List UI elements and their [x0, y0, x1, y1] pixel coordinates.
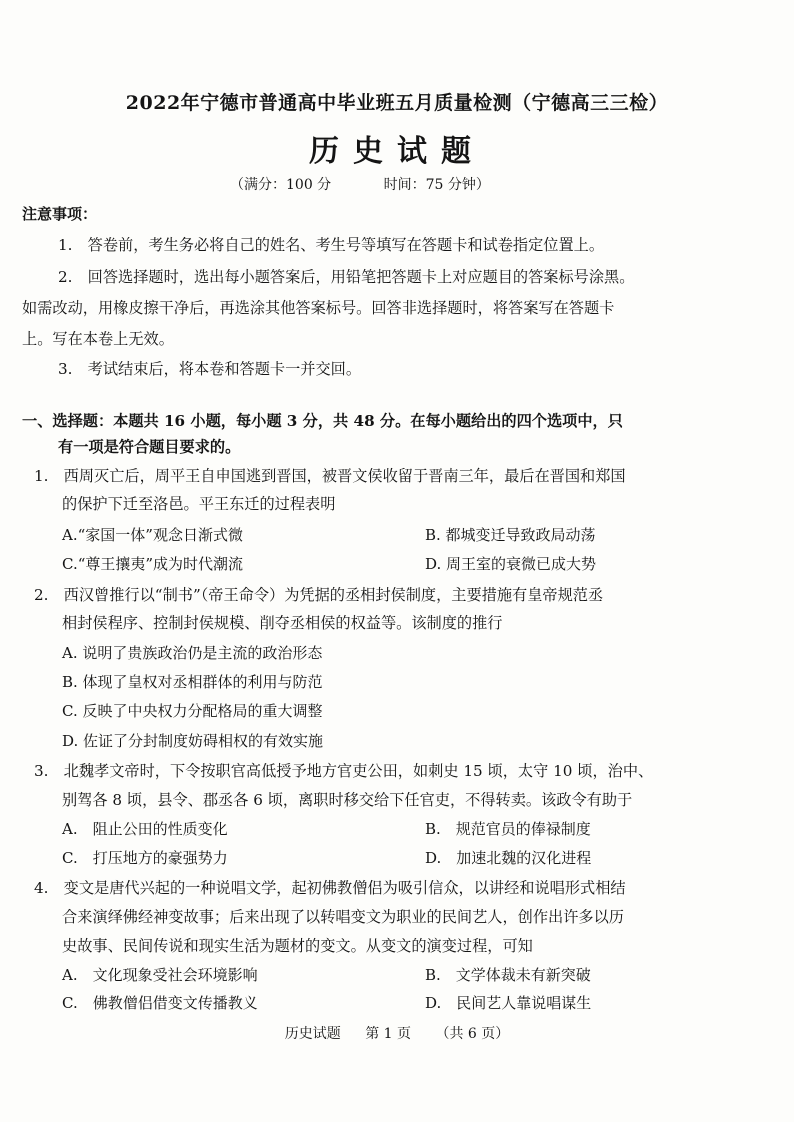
full-score: （满分：100 分: [230, 177, 332, 193]
question-2-option-d[interactable]: D. 佐证了分封制度妨碍相权的有效实施: [62, 732, 324, 750]
question-4-option-d[interactable]: D. 民间艺人靠说唱谋生: [425, 994, 592, 1012]
question-1-line: 1. 西周灭亡后，周平王自申国逃到晋国，被晋文侯收留于晋南三年，最后在晋国和郑国: [34, 467, 626, 485]
question-4-option-c[interactable]: C. 佛教僧侣借变文传播教义: [62, 994, 258, 1012]
note-line: 如需改动，用橡皮擦干净后，再选涂其他答案标号。回答非选择题时，将答案写在答题卡: [22, 299, 615, 317]
footer-total-pages: （共 6 页）: [435, 1026, 510, 1042]
question-1-line: 的保护下迁至洛邑。平王东迁的过程表明: [62, 495, 336, 513]
note-line: 1. 答卷前，考生务必将自己的姓名、考生号等填写在答题卡和试卷指定位置上。: [58, 236, 605, 254]
question-3-option-d[interactable]: D. 加速北魏的汉化进程: [425, 849, 592, 867]
section-heading: 一、选择题：本题共 16 小题，每小题 3 分，共 48 分。在每小题给出的四个选项中，只: [22, 412, 623, 430]
question-2-option-c[interactable]: C. 反映了中央权力分配格局的重大调整: [62, 702, 323, 720]
question-1-option-c[interactable]: C.“尊王攘夷”成为时代潮流: [62, 555, 244, 573]
note-line: 3. 考试结束后，将本卷和答题卡一并交回。: [58, 360, 362, 378]
score-time-line: [230, 174, 538, 194]
footer-page-number: 第 1 页: [365, 1026, 411, 1042]
question-3-line: 别驾各 8 顷，县令、郡丞各 6 顷，离职时移交给下任官吏，不得转卖。该政令有助于: [62, 791, 633, 809]
page-footer: [0, 1023, 794, 1043]
question-4-option-b[interactable]: B. 文学体裁未有新突破: [425, 966, 591, 984]
notes-heading: 注意事项：: [22, 205, 98, 223]
question-2-option-b[interactable]: B. 体现了皇权对丞相群体的利用与防范: [62, 673, 323, 691]
subject-title: 历史试题: [309, 134, 485, 169]
question-2-line: 相封侯程序、控制封侯规模、削夺丞相侯的权益等。该制度的推行: [62, 614, 503, 632]
note-line: 2. 回答选择题时，选出每小题答案后，用铅笔把答题卡上对应题目的答案标号涂黑。: [58, 268, 635, 286]
question-4-line: 合来演绎佛经神变故事；后来出现了以转唱变文为职业的民间艺人，创作出许多以历: [62, 908, 624, 926]
exam-title: 2022年宁德市普通高中毕业班五月质量检测（宁德高三三检）: [125, 92, 669, 114]
question-3-line: 3. 北魏孝文帝时，下令按职官高低授予地方官吏公田，如刺史 15 顷，太守 10 顷，治中、: [34, 762, 654, 780]
exam-time: 时间：75 分钟）: [383, 177, 490, 193]
question-1-option-b[interactable]: B. 都城变迁导致政局动荡: [425, 526, 596, 544]
note-line: 上。写在本卷上无效。: [22, 330, 174, 348]
question-4-line: 4. 变文是唐代兴起的一种说唱文学，起初佛教僧侣为吸引信众，以讲经和说唱形式相结: [34, 879, 626, 897]
footer-subject: 历史试题: [284, 1026, 341, 1042]
question-2-option-a[interactable]: A. 说明了贵族政治仍是主流的政治形态: [62, 644, 323, 662]
question-1-option-d[interactable]: D. 周王室的衰微已成大势: [425, 555, 597, 573]
section-heading: 有一项是符合题目要求的。: [58, 438, 241, 456]
question-2-line: 2. 西汉曾推行以“制书”（帝王命令）为凭据的丞相封侯制度，主要措施有皇帝规范丞: [34, 586, 604, 604]
question-1-option-a[interactable]: A.“家国一体”观念日渐式微: [62, 526, 243, 544]
question-3-option-a[interactable]: A. 阻止公田的性质变化: [62, 820, 228, 838]
question-4-option-a[interactable]: A. 文化现象受社会环境影响: [62, 966, 258, 984]
question-3-option-b[interactable]: B. 规范官员的俸禄制度: [425, 820, 591, 838]
question-4-line: 史故事、民间传说和现实生活为题材的变文。从变文的演变过程，可知: [62, 937, 533, 955]
question-3-option-c[interactable]: C. 打压地方的豪强势力: [62, 849, 228, 867]
